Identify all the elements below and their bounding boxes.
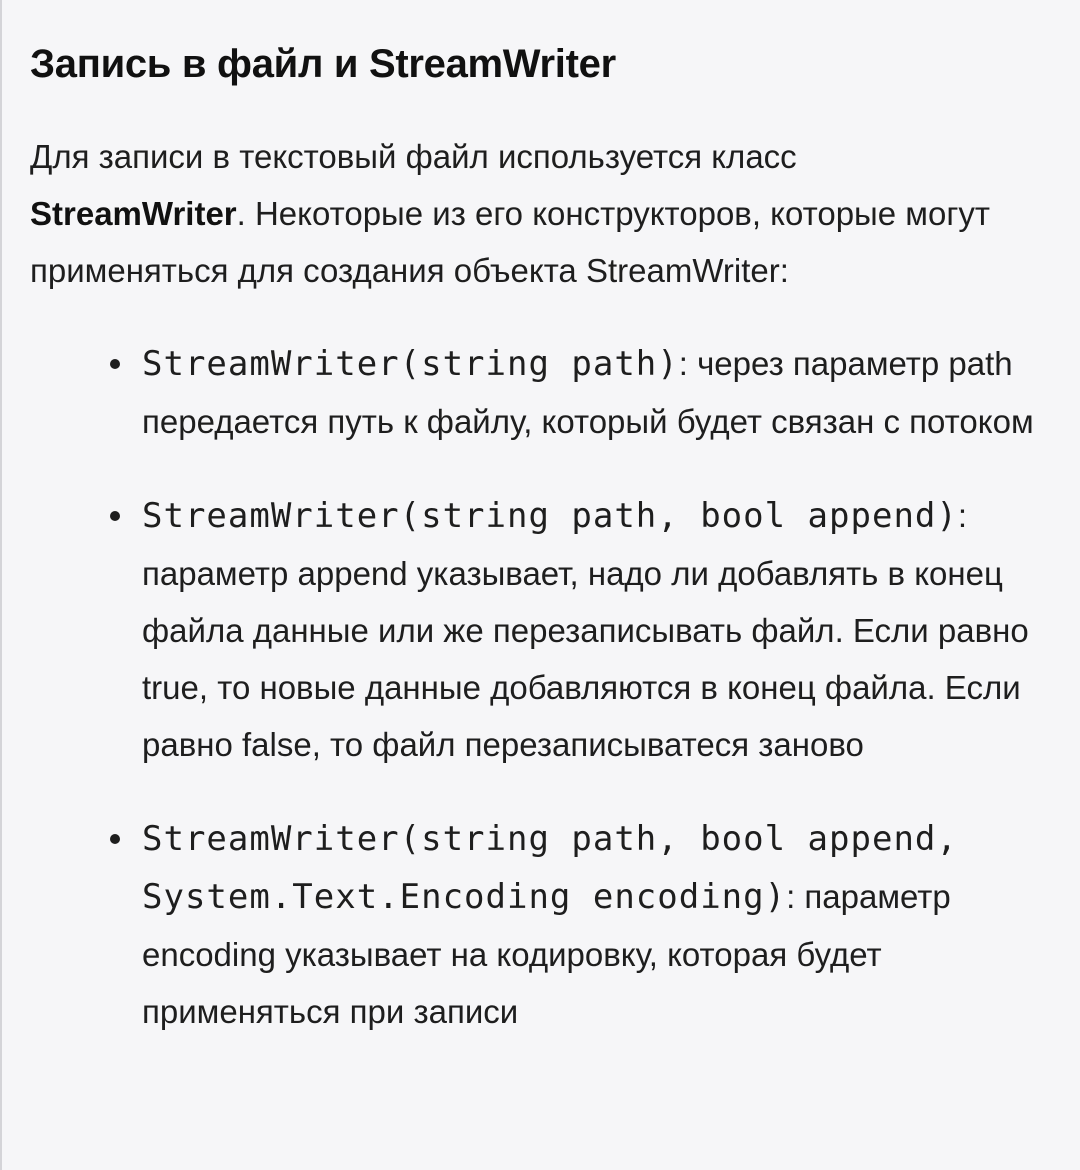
- article-title: Запись в файл и StreamWriter: [30, 42, 616, 86]
- intro-paragraph: [30, 128, 1060, 299]
- constructor-signature: StreamWriter(string path, bool append, System.Text.Encoding encoding): [142, 819, 958, 917]
- article: [2, 0, 1080, 1170]
- bullet-icon: [110, 834, 120, 844]
- constructor-item-encoding: [142, 810, 1060, 1040]
- constructor-list: [30, 335, 1060, 1040]
- intro-text-2: . Некоторые из его конструкторов, которые могут применяться для создания объекта StreamWriter:: [30, 195, 990, 289]
- bullet-icon: [110, 511, 120, 521]
- constructor-description: : параметр append указывает, надо ли добавлять в конец файла данные или же перезаписывать файл. Если равно true, то новые данные добавляются в конец файла. Если равно false, то файл перезаписыватеся заново: [142, 497, 1029, 763]
- constructor-description: : параметр encoding указывает на кодировку, которая будет применяться при записи: [142, 878, 951, 1030]
- intro-class-name: StreamWriter: [30, 195, 237, 232]
- constructor-item-append: [142, 487, 1060, 773]
- bullet-icon: [110, 359, 120, 369]
- constructor-signature: StreamWriter(string path, bool append): [142, 496, 958, 536]
- constructor-item-path: [142, 335, 1060, 450]
- constructor-signature: StreamWriter(string path): [142, 344, 679, 384]
- intro-text-1: Для записи в текстовый файл используется класс: [30, 138, 797, 175]
- constructor-description: : через параметр path передается путь к файлу, который будет связан с потоком: [142, 345, 1034, 440]
